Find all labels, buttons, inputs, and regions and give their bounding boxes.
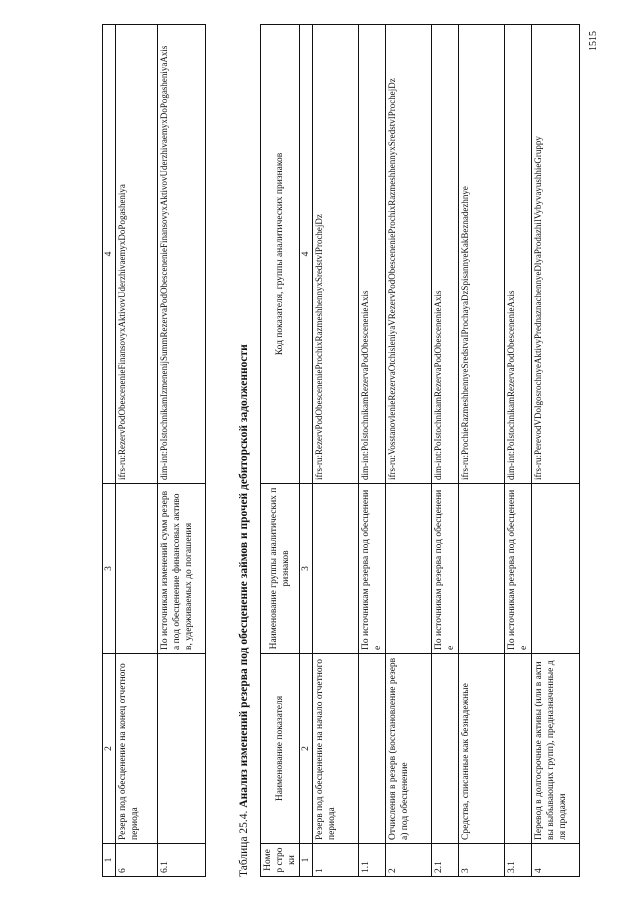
row-number: 3 <box>459 844 505 877</box>
table-row <box>116 25 158 877</box>
row-name: Средства, списанные как безнадежные <box>459 654 505 844</box>
row-group <box>532 484 580 654</box>
row-number: 6.1 <box>158 844 206 877</box>
column-number-row <box>300 25 313 877</box>
table-row <box>459 25 505 877</box>
row-name: Резерв под обесценение на конец отчетного периода <box>116 654 158 844</box>
row-number: 3.1 <box>505 844 532 877</box>
table-row <box>432 25 459 877</box>
row-number: 6 <box>116 844 158 877</box>
row-group <box>313 484 359 654</box>
row-code: ifrs-ru:VosstanovlenieRezervaOtchisleniyaVRezervPodObesceneniеProchixRazmeshhennyxSredstvIProchejDz <box>386 25 432 484</box>
header-row <box>261 25 300 877</box>
row-code: ifrs-ru:RezervPodObesceneniеFinansovyxAktivovUderzhivaemyxDoPogasheniya <box>116 25 158 484</box>
row-group <box>386 484 432 654</box>
col-number: 1 <box>103 844 116 877</box>
row-number: 1 <box>313 844 359 877</box>
row-code: dim-int:PoIstochnikamRezervaPodObesceneniеAxis <box>359 25 386 484</box>
header-cell: Код показателя, группы аналитических признаков <box>261 25 300 484</box>
row-number: 4 <box>532 844 580 877</box>
table-row <box>313 25 359 877</box>
row-number: 2.1 <box>432 844 459 877</box>
row-group: По источникам резерва под обесценение <box>505 484 532 654</box>
continued-table <box>102 24 206 877</box>
row-code: ifrs-ru:RezervPodObesceneniеProchixRazmeshhennyxSredstvIProchejDz <box>313 25 359 484</box>
caption-title: Анализ изменений резерва под обесценение займов и прочей дебиторской задолженности <box>238 344 250 808</box>
col-number: 3 <box>300 484 313 654</box>
page-number: 1515 <box>588 31 599 51</box>
col-number: 1 <box>300 844 313 877</box>
col-number: 2 <box>300 654 313 844</box>
row-code: dim-int:PoIstochnikamIzmenenijSummRezervaPodObesceneniеFinansovyxAktivovUderzhivaemyxDoPogasheniyaAxis <box>158 25 206 484</box>
col-number: 4 <box>103 25 116 484</box>
row-group: По источникам резерва под обесценение <box>432 484 459 654</box>
table-row <box>505 25 532 877</box>
row-group <box>459 484 505 654</box>
table-row <box>359 25 386 877</box>
row-group: По источникам изменений сумм резерва под обесценение финансовых активов, удерживаемых до погашения <box>158 484 206 654</box>
row-name: Резерв под обесценение на начало отчетного периода <box>313 654 359 844</box>
header-cell: Наименование группы аналитических признаков <box>261 484 300 654</box>
header-cell: Номер строки <box>261 844 300 877</box>
table-row <box>158 25 206 877</box>
analysis-table <box>260 24 580 877</box>
table-row <box>532 25 580 877</box>
row-name <box>432 654 459 844</box>
row-number: 1.1 <box>359 844 386 877</box>
col-number: 3 <box>103 484 116 654</box>
col-number: 4 <box>300 25 313 484</box>
caption-prefix: Таблица 25.4. <box>238 810 250 877</box>
row-code: ifrs-ru:ProchieRazmeshhennyeSredstvaIProchayaDzSpisannyeKakBeznadezhnye <box>459 25 505 484</box>
row-name: Отчисления в резерв (восстановление резерва) под обесценение <box>386 654 432 844</box>
row-number: 2 <box>386 844 432 877</box>
row-name <box>359 654 386 844</box>
header-cell: Наименование показателя <box>261 654 300 844</box>
row-code: dim-int:PoIstochnikamRezervaPodObesceneniеAxis <box>432 25 459 484</box>
column-number-row <box>103 25 116 877</box>
row-name <box>505 654 532 844</box>
row-code: dim-int:PoIstochnikamRezervaPodObesceneniеAxis <box>505 25 532 484</box>
row-group: По источникам резерва под обесценение <box>359 484 386 654</box>
table-row <box>386 25 432 877</box>
col-number: 2 <box>103 654 116 844</box>
row-group <box>116 484 158 654</box>
row-name <box>158 654 206 844</box>
row-code: ifrs-ru:PerevodVDolgosrochnyeAktivyPrednaznachennyeDlyaProdazhiIVybyvayushhieGruppy <box>532 25 580 484</box>
table-caption <box>237 25 251 877</box>
row-name: Перевод в долгосрочные активы (или в активы выбывающих групп), предназначенные для продажи <box>532 654 580 844</box>
